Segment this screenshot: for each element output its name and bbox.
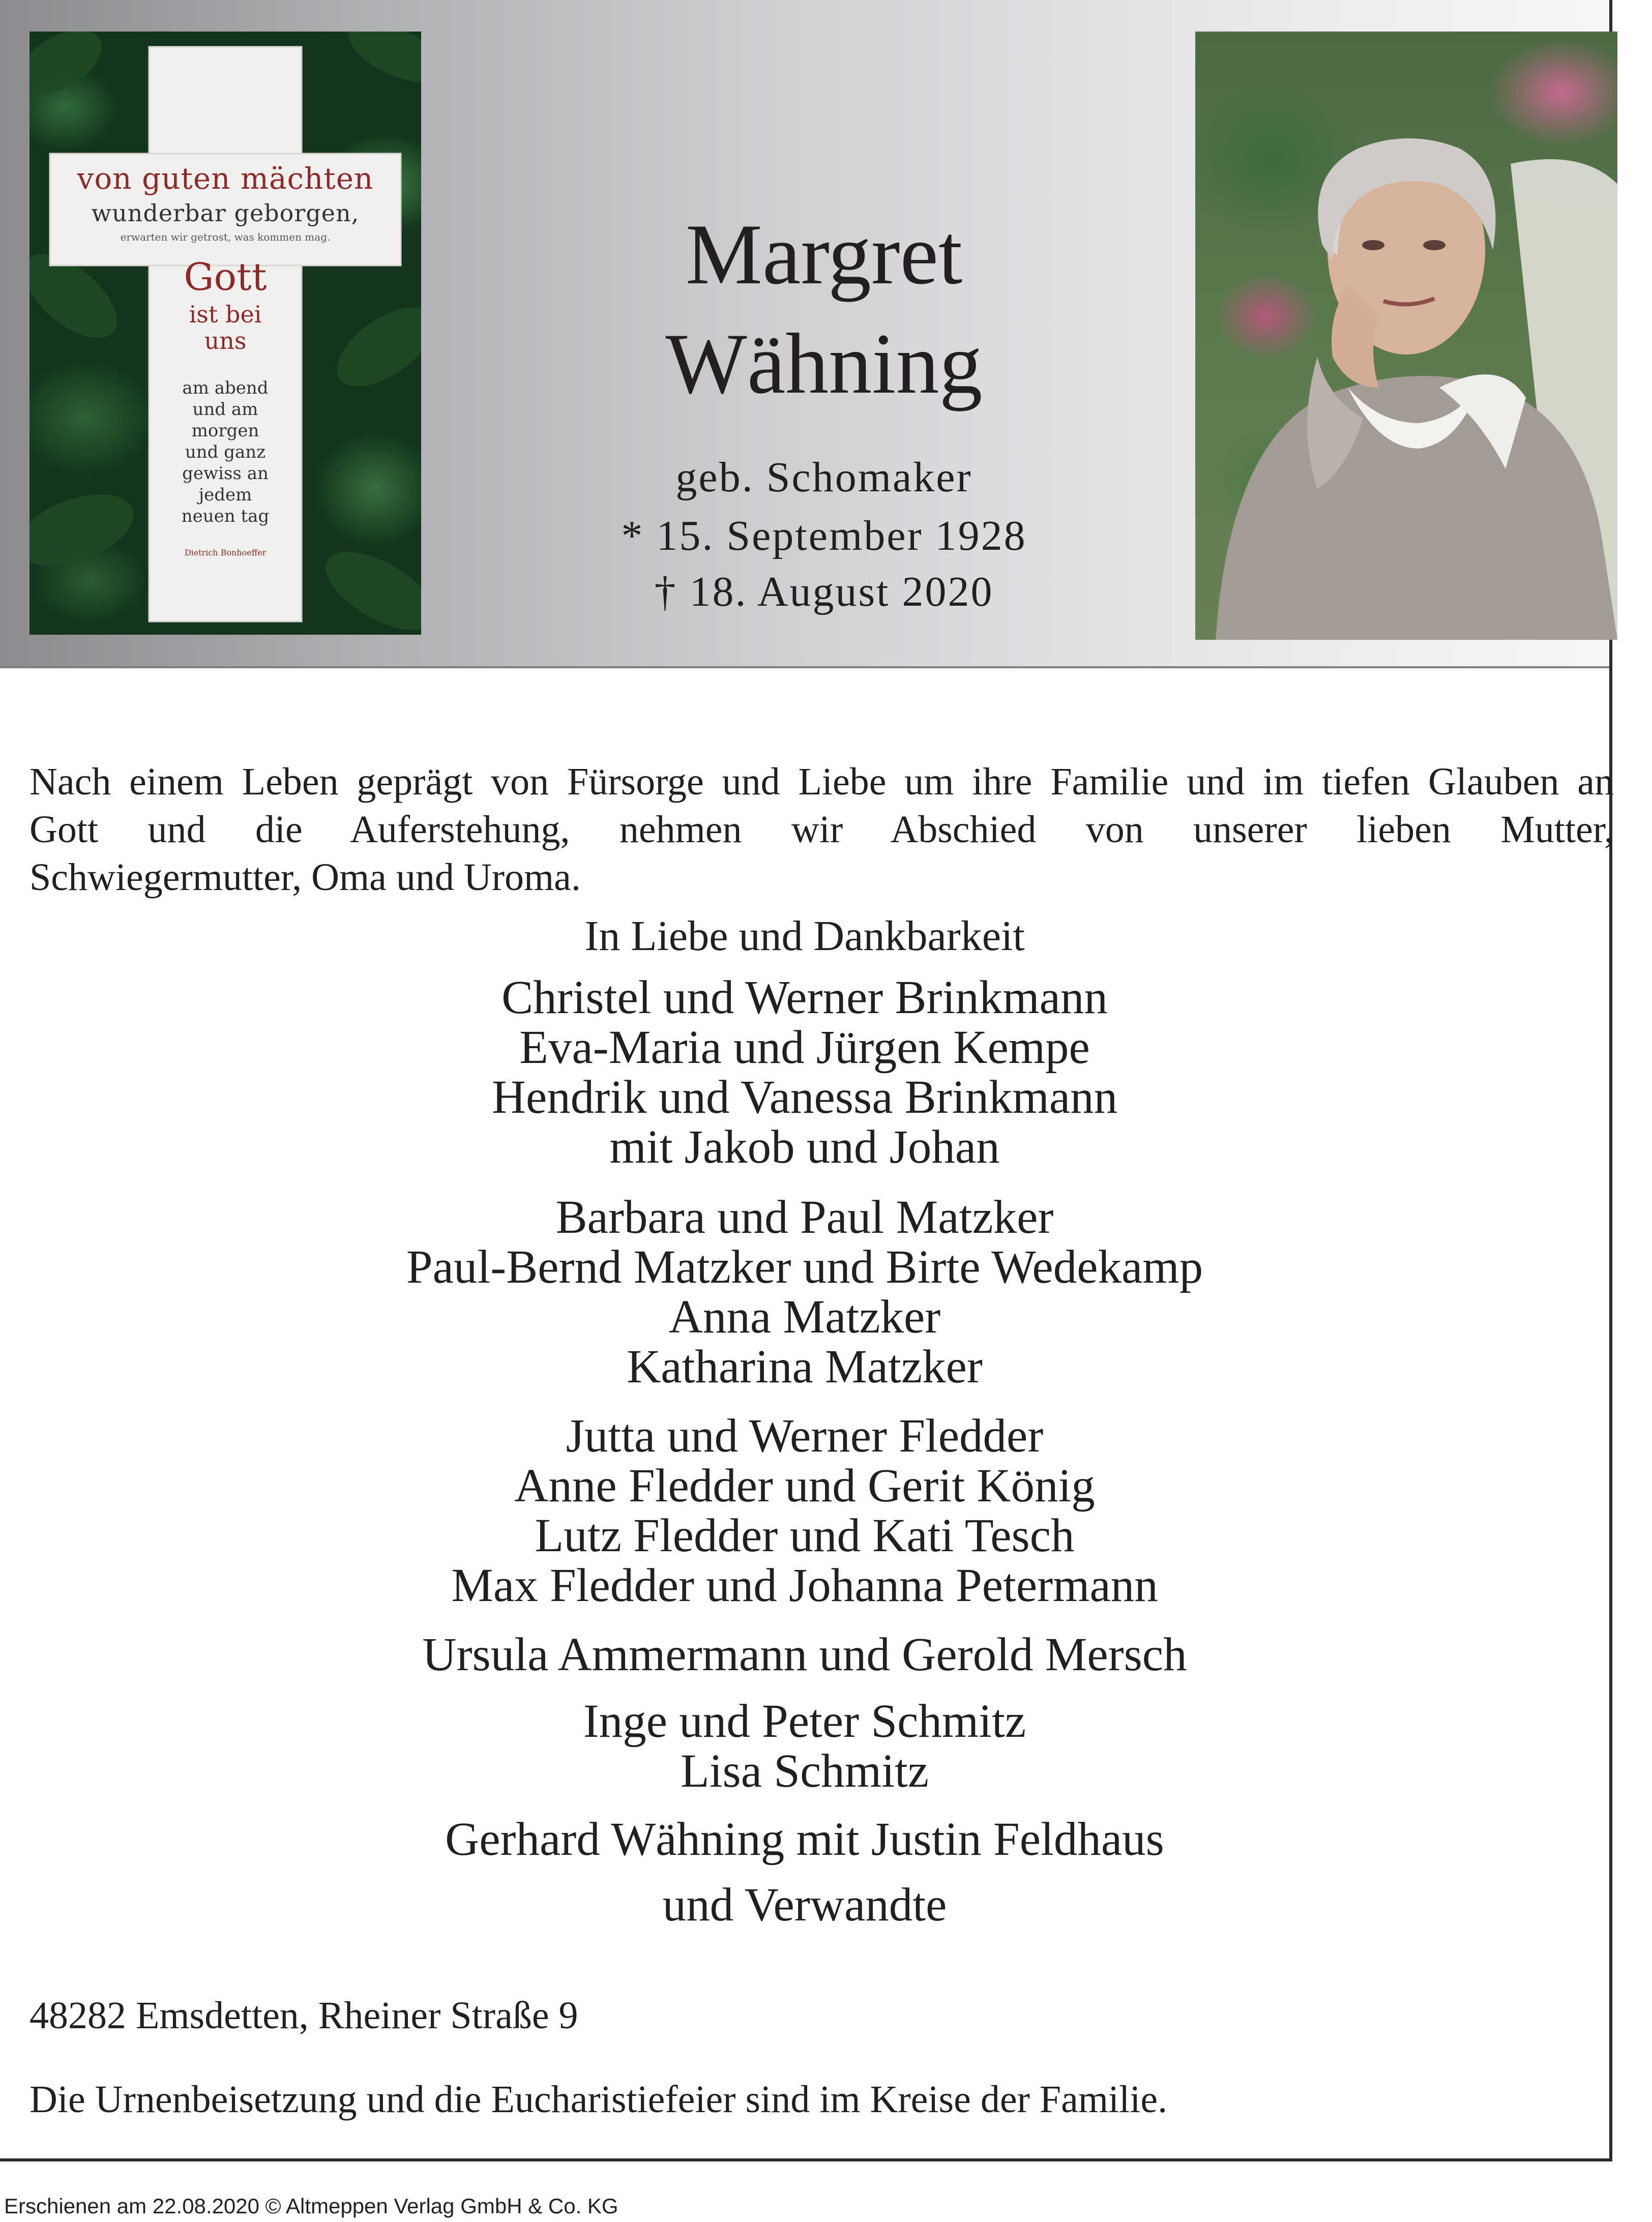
mourner-name: Katharina Matzker	[627, 1341, 983, 1393]
mourner-name: Paul-Bernd Matzker und Birte Wedekamp	[406, 1241, 1203, 1293]
intro-line: Gott und die Auferstehung, nehmen wir Abschied von unserer lieben Mutter,	[29, 808, 1614, 851]
deceased-last-name: Wähning	[665, 316, 983, 411]
cross-text-line: Dietrich Bonhoeffer	[184, 548, 267, 557]
mourner-name: Christel und Werner Brinkmann	[501, 971, 1108, 1024]
header-band	[0, 0, 1609, 666]
mourner-name: und Verwandte	[662, 1879, 947, 1931]
intro-paragraph	[29, 758, 1614, 901]
family-address: 48282 Emsdetten, Rheiner Straße 9	[29, 1994, 578, 2037]
cross-text-line: neuen tag	[181, 506, 270, 526]
mourner-name: mit Jakob und Johan	[609, 1121, 1000, 1173]
mourner-group	[0, 1880, 1609, 1930]
mourner-group	[0, 1193, 1609, 1392]
cross-text-line: und am	[192, 399, 258, 420]
mourner-name: Max Fledder und Johanna Petermann	[451, 1559, 1158, 1612]
cross-text-line: und ganz	[185, 442, 266, 462]
mourner-group	[0, 1411, 1609, 1611]
cross-text-line: jedem	[198, 485, 252, 505]
portrait-illustration	[1195, 32, 1617, 640]
cross-text-block	[152, 377, 299, 527]
mourner-group	[0, 1630, 1609, 1680]
cross-text-line: ist bei	[189, 301, 262, 328]
ceremony-note: Die Urnenbeisetzung und die Eucharistiefeier sind im Kreise der Familie.	[29, 2078, 1168, 2121]
cross-text-line: erwarten wir getrost, was kommen mag.	[120, 231, 331, 243]
mourner-group	[0, 1815, 1609, 1864]
intro-line: Nach einem Leben geprägt von Fürsorge und Liebe um ihre Familie und im tiefen Glauben an	[29, 760, 1614, 803]
cross-text-line: am abend	[182, 378, 269, 398]
birth-name: geb. Schomaker	[675, 454, 972, 501]
mourner-name: Eva-Maria und Jürgen Kempe	[519, 1021, 1090, 1074]
cross-text-line: Gott	[184, 255, 267, 299]
mourner-name: Barbara und Paul Matzker	[555, 1191, 1054, 1243]
mourner-name: Ursula Ammermann und Gerold Mersch	[422, 1628, 1187, 1681]
mourner-name: Hendrik und Vanessa Brinkmann	[491, 1071, 1118, 1123]
cross-text-line: uns	[204, 327, 247, 354]
mourner-name: Jutta und Werner Fledder	[566, 1410, 1044, 1462]
cross-text-line: von guten mächten	[77, 161, 374, 196]
cross-text-line: wunderbar geborgen,	[91, 199, 360, 227]
mourner-name: Anne Fledder und Gerit König	[514, 1460, 1095, 1512]
cross-text-line: gewiss an	[182, 463, 269, 484]
deceased-first-name: Margret	[685, 206, 963, 302]
portrait-photo	[1195, 32, 1617, 640]
cross-text-line: morgen	[191, 421, 259, 441]
cross-photo	[29, 32, 421, 635]
publication-footer: Erschienen am 22.08.2020 © Altmeppen Verlag GmbH & Co. KG	[4, 2194, 618, 2218]
mourner-name: Anna Matzker	[668, 1291, 941, 1343]
intro-line: Schwiegermutter, Oma und Uroma.	[29, 856, 581, 899]
death-date: † 18. August 2020	[654, 568, 994, 615]
mourner-name: Gerhard Wähning mit Justin Feldhaus	[445, 1813, 1164, 1865]
dedication-line: In Liebe und Dankbarkeit	[584, 912, 1025, 960]
mourner-group	[0, 973, 1609, 1172]
header-divider	[0, 666, 1609, 668]
mourner-name: Inge und Peter Schmitz	[583, 1695, 1026, 1747]
cross-text-block	[152, 301, 299, 354]
birth-date: * 15. September 1928	[621, 512, 1027, 559]
mourner-name: Lisa Schmitz	[680, 1745, 929, 1797]
mourner-group	[0, 1697, 1609, 1796]
mourner-name: Lutz Fledder und Kati Tesch	[535, 1509, 1075, 1562]
